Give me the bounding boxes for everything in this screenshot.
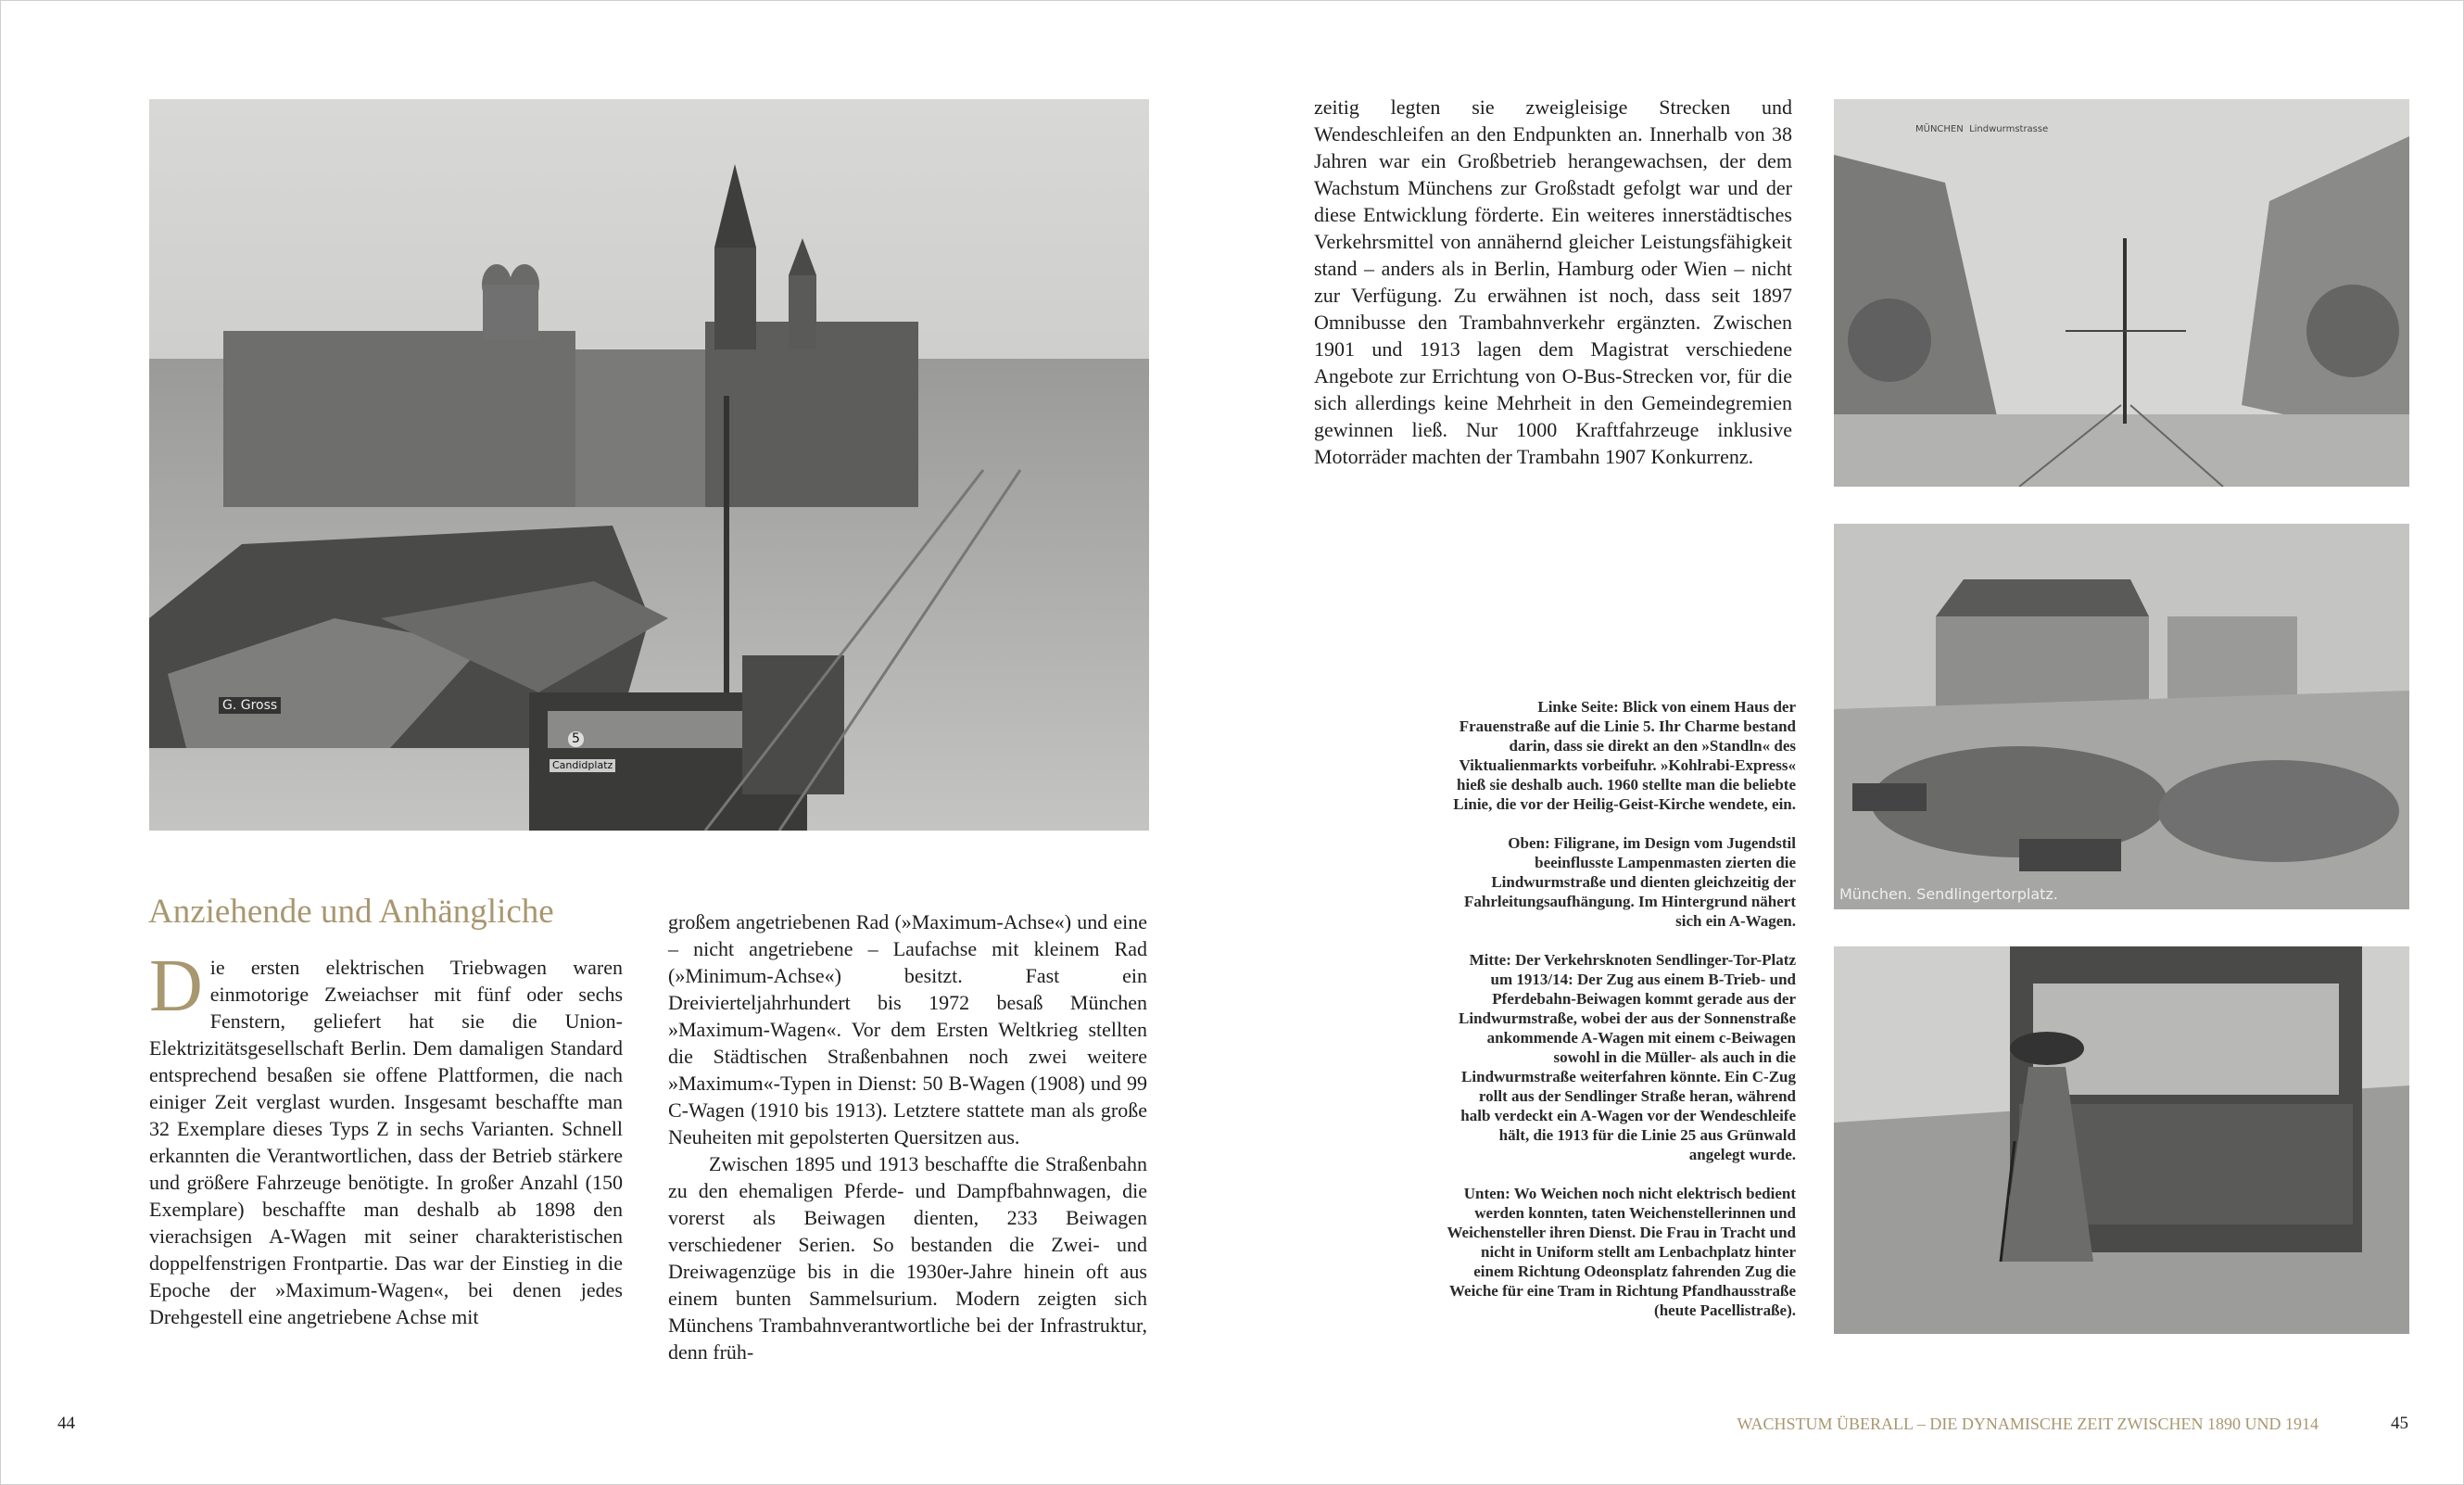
- body-column-right: [1314, 94, 1792, 470]
- paragraph: ie ersten elektrischen Triebwagen waren einmotorige Zweiachser mit fünf oder sechs Fenstern, geliefert hat sie die Union-Elektrizitätsgesellschaft Berlin. Dem damaligen Standard entsprechend besaßen sie offene Plattformen, die nach einiger Zeit verglast wurden. Insgesamt beschaffte man 32 Exemplare dieses Typs Z in sechs Varianten. Schnell erkannten die Verantwortlichen, dass der Betrieb stärkere und größere Fahrzeuge benötigte. In großer Anzahl (150 Exemplare) beschaffte man deshalb ab 1898 den vierachsigen A-Wagen mit seiner charakteristischen doppelfenstrigen Frontpartie. Das war der Einstieg in die Epoche der »Maximum-Wagen«, bei denen jedes Drehgestell eine angetriebene Achse mit: [149, 956, 623, 1328]
- paragraph: großem angetriebenen Rad (»Maximum-Achse«) und eine – nicht angetriebene – Laufachse mit kleinem Rad (»Minimum-Achse«) besitzt. Fast ein Dreivierteljahrhundert bis 1972 besaß München »Maximum-Wagen«. Vor dem Ersten Weltkrieg stellten die Städtischen Straßenbahnen noch zwei weitere »Maximum«-Typen in Dienst: 50 B-Wagen (1908) und 99 C-Wagen (1910 bis 1913). Letztere stattete man als große Neuheiten mit gepolsterten Quersitzen aus.: [668, 910, 1147, 1149]
- photo-sendlingertorplatz: [1834, 524, 2409, 909]
- sign-g-gross: G. Gross: [219, 697, 281, 714]
- paragraph: Zwischen 1895 und 1913 beschaffte die Straßenbahn zu den ehemaligen Pferde- und Dampfbahnwagen, die vorerst als Beiwagen dienten, 233 Beiwagen verschiedener Serien. So bestanden die Zwei- und Dreiwagenzüge bis in die 1930er-Jahre hinein oft aus einem bunten Sammelsurium. Modern zeigten sich Münchens Trambahnverantwortliche bei der Infrastruktur, denn früh-: [668, 1152, 1147, 1364]
- body-column-2: [668, 908, 1147, 1365]
- photo-viktualienmarkt: [149, 99, 1149, 831]
- page-number-right: 45: [2391, 1414, 2408, 1433]
- body-column-1: [149, 946, 623, 1330]
- sign-destination: Candidplatz: [550, 759, 615, 772]
- running-title: WACHSTUM ÜBERALL – DIE DYNAMISCHE ZEIT ZWISCHEN 1890 UND 1914: [1737, 1415, 2319, 1433]
- postcard-label: MÜNCHEN Lindwurmstrasse: [1915, 124, 2049, 134]
- sign-line-number: 5: [568, 731, 584, 747]
- photo-lindwurmstrasse: [1834, 99, 2409, 487]
- caption-left-page: Linke Seite: Blick von einem Haus der Frauenstraße auf die Linie 5. Ihr Charme bestand darin, dass sie direkt an den »Standln« des Viktualienmarkts vorbeifuhr. »Kohlrabi-Express« hieß sie deshalb auch. 1960 stellte man die beliebte Linie, die vor der Heilig-Geist-Kirche wendete, ein.: [1453, 698, 1796, 813]
- caption-middle: Mitte: Der Verkehrsknoten Sendlinger-Tor-Platz um 1913/14: Der Zug aus einem B-Trieb- und Pferdebahn-Beiwagen kommt gerade aus der Lindwurmstraße, wobei der aus der Sonnenstraße ankommende A-Wagen mit einem c-Beiwagen sowohl in die Müller- als auch in die Lindwurmstraße weiterfahren könnte. Ein C-Zug rollt aus der Sendlinger Straße heran, während halb verdeckt ein A-Wagen vor der Wendeschleife hält, die 1913 für die Linie 25 aus Grünwald angelegt wurde.: [1459, 951, 1796, 1163]
- photo-captions: [1446, 697, 1796, 1339]
- section-heading: Anziehende und Anhängliche: [148, 893, 554, 931]
- caption-bottom: Unten: Wo Weichen noch nicht elektrisch bedient werden konnten, taten Weichenstellerinnen und Weichensteller ihren Dienst. Die Frau in Tracht und nicht in Uniform stellt am Lenbachplatz hinter einem Richtung Odeonsplatz fahrenden Zug die Weiche für eine Tram in Richtung Pfandhausstraße (heute Pacellistraße).: [1447, 1185, 1796, 1319]
- page-number-left: 44: [57, 1414, 75, 1433]
- photo-lenbachplatz: [1834, 946, 2409, 1334]
- paragraph: zeitig legten sie zweigleisige Strecken und Wendeschleifen an den Endpunkten an. Innerhalb von 38 Jahren war ein Großbetrieb herangewachsen, der dem Wachstum Münchens zur Großstadt gefolgt war und der diese Entwicklung förderte. Ein weiteres innerstädtisches Verkehrsmittel von annähernd gleicher Leistungsfähigkeit stand – anders als in Berlin, Hamburg oder Wien – nicht zur Verfügung. Zu erwähnen ist noch, dass seit 1897 Omnibusse den Trambahnverkehr ergänzten. Zwischen 1901 und 1913 lagen dem Magistrat verschiedene Angebote zur Errichtung von O-Bus-Strecken vor, für die sich allerdings keine Mehrheit in den Gemeindegremien gewinnen ließ. Nur 1000 Kraftfahrzeuge inklusive Motorräder machten der Trambahn 1907 Konkurrenz.: [1314, 95, 1792, 468]
- postcard-label: München. Sendlingertorplatz.: [1839, 885, 2058, 903]
- drop-cap: D: [149, 946, 203, 1027]
- caption-top: Oben: Filigrane, im Design vom Jugendstil beeinflusste Lampenmasten zierten die Lindwurmstraße und dienten gleichzeitig der Fahrleitungsaufhängung. Im Hintergrund nähert sich ein A-Wagen.: [1464, 834, 1796, 930]
